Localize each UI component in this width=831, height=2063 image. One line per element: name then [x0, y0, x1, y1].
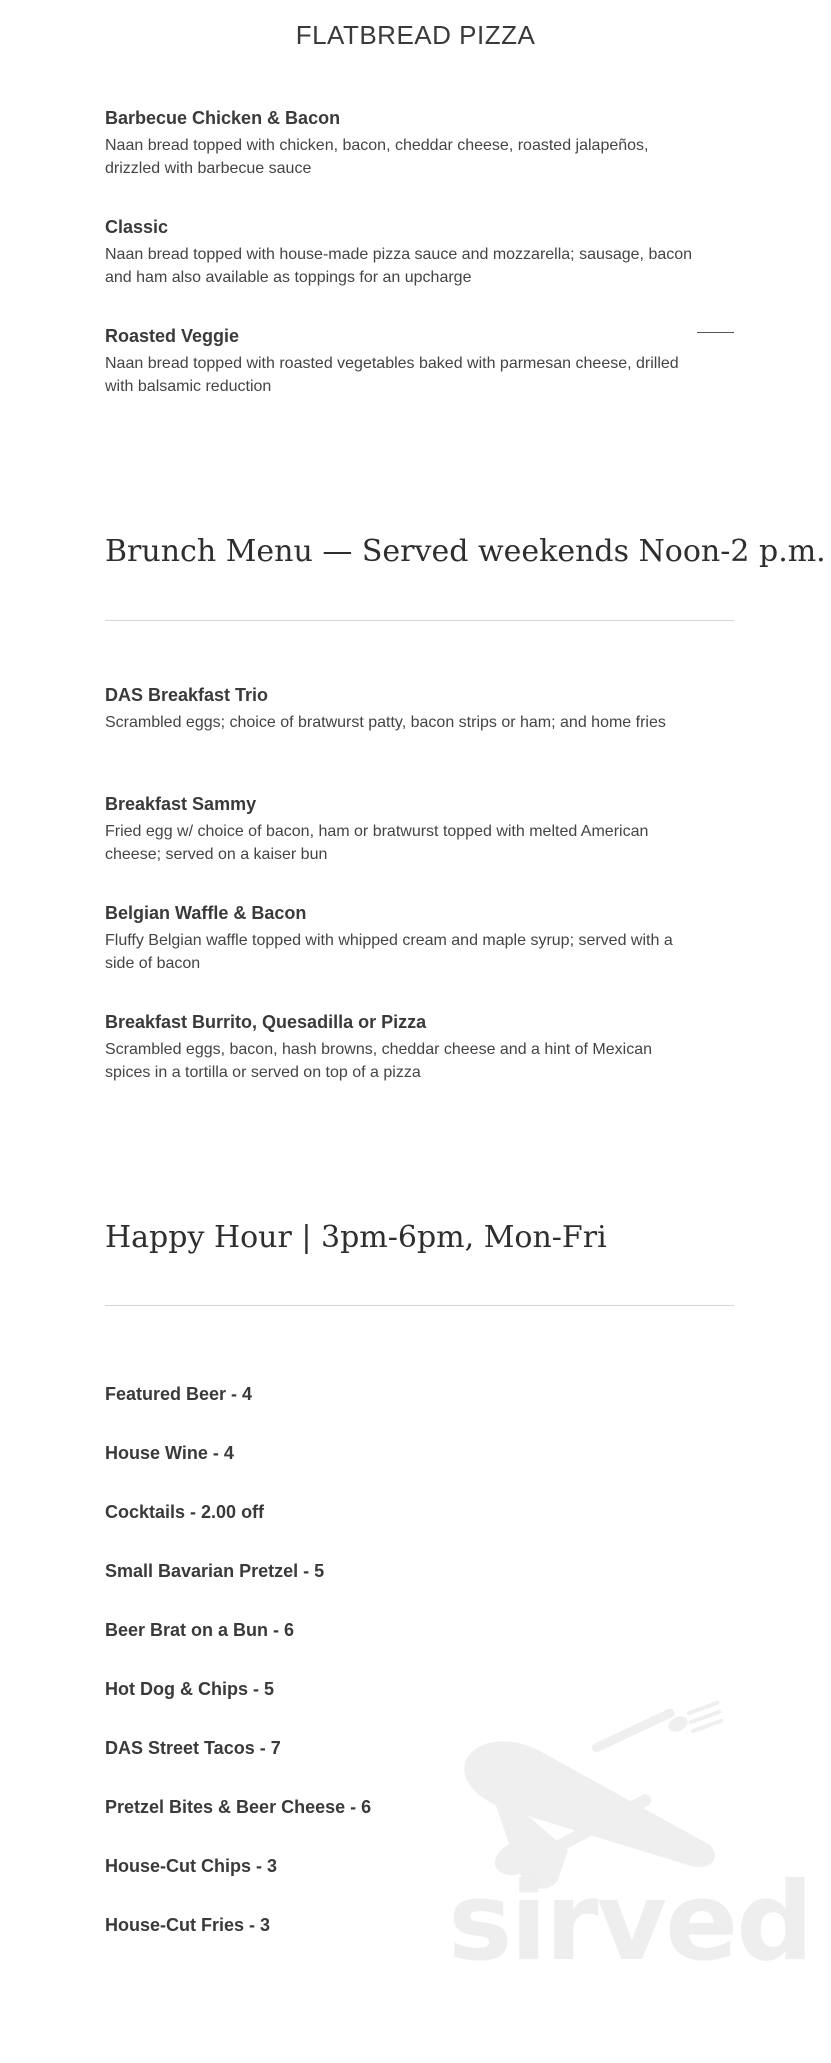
divider-dash: [697, 332, 734, 333]
menu-item: [105, 324, 695, 398]
flatbread-section-title: FLATBREAD PIZZA: [295, 20, 536, 50]
happy-hour-item: Cocktails - 2.00 off: [105, 1502, 265, 1522]
section-divider: [105, 1305, 734, 1306]
menu-item-description: Scrambled eggs, bacon, hash browns, cheddar cheese and a hint of Mexican spices in a tortilla or served on top of a pizza: [105, 1041, 652, 1081]
menu-item: [105, 683, 695, 734]
menu-item-name: Breakfast Burrito, Quesadilla or Pizza: [105, 1012, 427, 1032]
happy-hour-item: Small Bavarian Pretzel - 5: [105, 1561, 325, 1581]
happy-hour-item: Featured Beer - 4: [105, 1384, 253, 1404]
happy-hour-item: Pretzel Bites & Beer Cheese - 6: [105, 1797, 372, 1817]
happy-hour-item: DAS Street Tacos - 7: [105, 1738, 281, 1758]
menu-item-description: Fried egg w/ choice of bacon, ham or bratwurst topped with melted American cheese; served on a kaiser bun: [105, 823, 649, 863]
menu-item-name: DAS Breakfast Trio: [105, 685, 269, 705]
menu-item-description: Fluffy Belgian waffle topped with whipped cream and maple syrup; served with a side of bacon: [105, 932, 673, 972]
watermark-logo: sirved: [448, 1860, 812, 1985]
brunch-section-title: Brunch Menu — Served weekends Noon-2 p.m.: [105, 534, 826, 569]
menu-item-description: Naan bread topped with roasted vegetables baked with parmesan cheese, drilled with balsamic reduction: [105, 355, 679, 395]
section-divider: [105, 620, 734, 621]
menu-item: [105, 215, 695, 289]
menu-item: [105, 106, 695, 180]
happy-hour-item: Hot Dog & Chips - 5: [105, 1679, 274, 1699]
menu-item-description: Naan bread topped with house-made pizza sauce and mozzarella; sausage, bacon and ham also available as toppings for an upcharge: [105, 246, 693, 286]
happy-hour-section-title: Happy Hour | 3pm-6pm, Mon-Fri: [105, 1220, 607, 1255]
menu-item: [105, 1010, 695, 1084]
happy-hour-item: House-Cut Fries - 3: [105, 1915, 271, 1935]
menu-item-name: Barbecue Chicken & Bacon: [105, 108, 341, 128]
menu-item: [105, 901, 695, 975]
menu-item-name: Belgian Waffle & Bacon: [105, 903, 307, 923]
menu-item-name: Breakfast Sammy: [105, 794, 257, 814]
happy-hour-item: Beer Brat on a Bun - 6: [105, 1620, 295, 1640]
happy-hour-item: House Wine - 4: [105, 1443, 234, 1463]
menu-item-name: Classic: [105, 217, 169, 237]
menu-item-description: Naan bread topped with chicken, bacon, cheddar cheese, roasted jalapeños, drizzled with barbecue sauce: [105, 137, 649, 177]
happy-hour-item: House-Cut Chips - 3: [105, 1856, 278, 1876]
menu-item: [105, 792, 695, 866]
menu-item-name: Roasted Veggie: [105, 326, 240, 346]
menu-item-description: Scrambled eggs; choice of bratwurst patty, bacon strips or ham; and home fries: [105, 714, 666, 731]
